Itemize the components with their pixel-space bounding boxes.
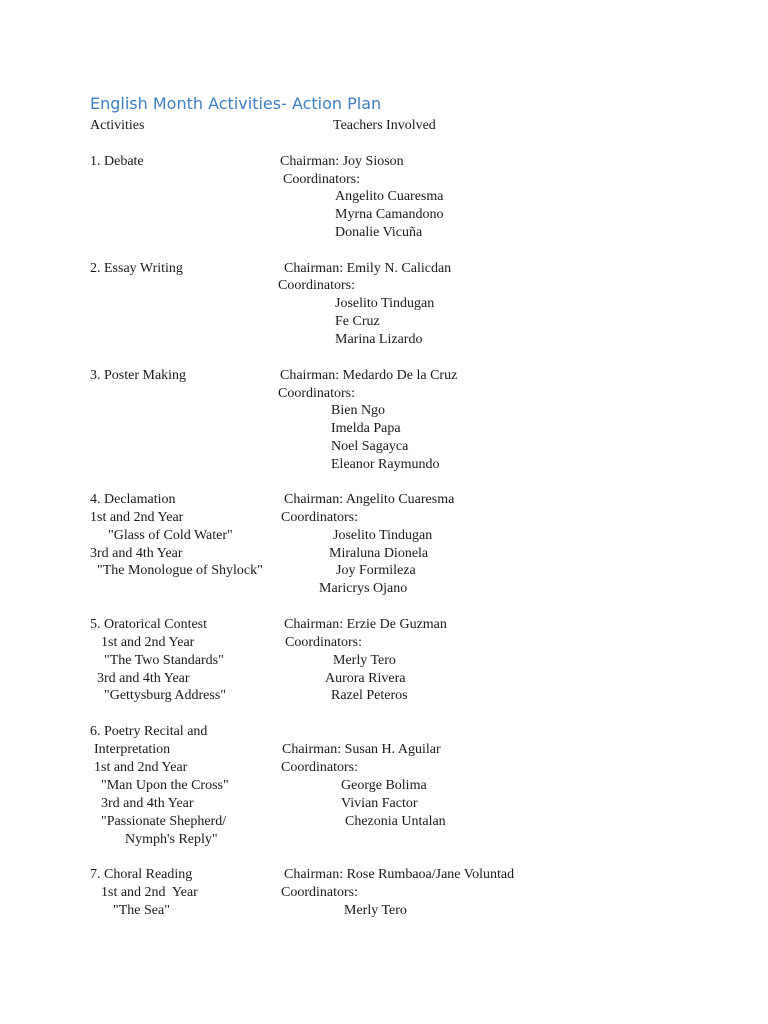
activity-1-coordinator: Angelito Cuaresma [335,189,444,204]
activity-6-coordinator: Chezonia Untalan [345,814,446,829]
activity-7-year-group: 1st and 2nd Year [101,885,198,900]
activity-5-title: 5. Oratorical Contest [90,617,208,632]
activity-3-coordinators-label: Coordinators: [278,386,355,401]
activity-4-year-group: 1st and 2nd Year [90,510,184,525]
activity-7-coordinators-label: Coordinators: [281,885,358,900]
activity-2-title: 2. Essay Writing [90,261,183,276]
activity-5-piece: "Gettysburg Address" [104,688,227,703]
activity-1-chairman: Chairman: Joy Sioson [280,154,404,169]
activity-1-coordinator: Myrna Camandono [335,207,444,222]
activity-4-chairman: Chairman: Angelito Cuaresma [284,492,455,507]
activity-4-title: 4. Declamation [90,492,176,507]
activity-4-coordinator: Maricrys Ojano [319,581,408,596]
activity-7-chairman: Chairman: Rose Rumbaoa/Jane Voluntad [284,867,515,882]
header-activities: Activities [90,118,145,133]
activity-5-coordinator: Merly Tero [333,653,396,668]
activity-3-coordinator: Eleanor Raymundo [331,457,440,472]
activity-7-title: 7. Choral Reading [90,867,193,882]
activity-5-piece: "The Two Standards" [104,653,224,668]
activity-6-chairman: Chairman: Susan H. Aguilar [282,742,441,757]
activity-5-coordinators-label: Coordinators: [285,635,362,650]
activity-7-piece: "The Sea" [113,903,170,918]
activity-2-coordinator: Joselito Tindugan [335,296,435,311]
document-title: English Month Activities- Action Plan [90,94,382,113]
activity-2-coordinator: Fe Cruz [335,314,380,329]
activity-6-piece-cont: Nymph's Reply" [125,832,218,847]
activity-3-coordinator: Imelda Papa [331,421,401,436]
activity-7-coordinator: Merly Tero [344,903,407,918]
activity-3-title: 3. Poster Making [90,368,187,383]
activity-6-year-group: 3rd and 4th Year [101,796,194,811]
activity-6-year-group: 1st and 2nd Year [94,760,188,775]
activity-6-coordinator: Vivian Factor [341,796,418,811]
activity-6-coordinators-label: Coordinators: [281,760,358,775]
activity-4-coordinator: Miraluna Dionela [329,546,429,561]
activity-4-coordinator: Joy Formileza [336,563,416,578]
activity-2-coordinators-label: Coordinators: [278,278,355,293]
activity-4-coordinator: Joselito Tindugan [333,528,433,543]
activity-6-title-cont: Interpretation [94,742,171,757]
activity-2-coordinator: Marina Lizardo [335,332,423,347]
activity-1-title: 1. Debate [90,154,144,169]
activity-4-coordinators-label: Coordinators: [281,510,358,525]
activity-3-chairman: Chairman: Medardo De la Cruz [280,368,458,383]
activity-3-coordinator: Bien Ngo [331,403,386,418]
activity-5-year-group: 3rd and 4th Year [97,671,190,686]
activity-5-coordinator: Aurora Rivera [325,671,406,686]
activity-6-coordinator: George Bolima [341,778,427,793]
activity-4-piece: "The Monologue of Shylock" [97,563,263,578]
activity-6-title: 6. Poetry Recital and [90,724,208,739]
activity-6-piece: "Passionate Shepherd/ [101,814,227,829]
header-teachers: Teachers Involved [333,118,436,133]
activity-1-coordinators-label: Coordinators: [283,172,360,187]
activity-5-year-group: 1st and 2nd Year [101,635,195,650]
activity-5-chairman: Chairman: Erzie De Guzman [284,617,447,632]
activity-4-year-group: 3rd and 4th Year [90,546,183,561]
activity-5-coordinator: Razel Peteros [331,688,408,703]
activity-3-coordinator: Noel Sagayca [331,439,409,454]
activity-6-piece: "Man Upon the Cross" [101,778,229,793]
activity-2-chairman: Chairman: Emily N. Calicdan [284,261,452,276]
activity-1-coordinator: Donalie Vicuña [335,225,423,240]
activity-4-piece: "Glass of Cold Water" [108,528,233,543]
